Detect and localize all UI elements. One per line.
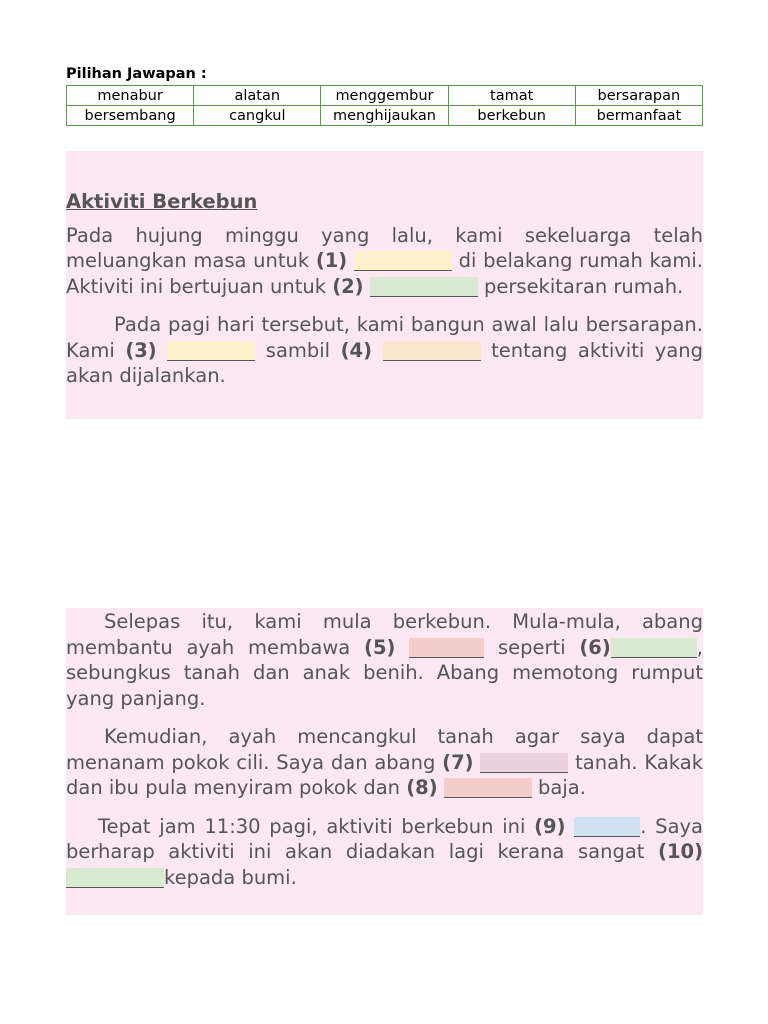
answer-blank-7[interactable] — [480, 753, 568, 773]
choice-cell: bersarapan — [575, 86, 702, 106]
answer-blank-8[interactable] — [444, 778, 532, 798]
choice-cell: bermanfaat — [575, 106, 702, 126]
passage-title: Aktiviti Berkebun — [66, 190, 258, 213]
answer-blank-5[interactable] — [409, 638, 484, 658]
paragraph-5: Tepat jam 11:30 pagi, aktiviti berkebun ini (9) . Saya berharap aktiviti ini akan diadakan lagi kerana sangat (10) kepada bumi. — [66, 814, 704, 889]
answer-blank-1[interactable] — [354, 251, 452, 271]
answer-blank-6[interactable] — [611, 638, 697, 658]
paragraph-4: Kemudian, ayah mencangkul tanah agar saya dapat menanam pokok cili. Saya dan abang (7) tanah. Kakak dan ibu pula menyiram pokok dan (8) baja. — [66, 725, 703, 799]
blank-number-1: (1) — [315, 249, 348, 272]
passage-block-top — [66, 151, 703, 419]
answer-blank-4[interactable] — [383, 341, 481, 361]
choice-cell: bersembang — [67, 106, 194, 126]
blank-number-7: (7) — [442, 750, 474, 774]
blank-number-6: (6) — [579, 635, 611, 659]
answer-blank-10[interactable] — [66, 868, 164, 888]
paragraph-2: Pada pagi hari tersebut, kami bangun awal lalu bersarapan. Kami (3) sambil (4) tentang aktiviti yang akan dijalankan. — [66, 313, 704, 387]
blank-number-3: (3) — [125, 338, 157, 362]
choice-cell: cangkul — [194, 106, 321, 126]
blank-number-4: (4) — [340, 338, 373, 362]
blank-number-2: (2) — [332, 274, 364, 298]
answer-blank-3[interactable] — [167, 341, 255, 361]
table-row — [67, 86, 703, 106]
blank-number-5: (5) — [364, 635, 396, 659]
paragraph-3: Selepas itu, kami mula berkebun. Mula-mula, abang membantu ayah membawa (5) seperti (6) , sebungkus tanah dan anak benih. Abang memotong rumput yang panjang. — [66, 610, 703, 710]
passage-block-bottom — [66, 608, 703, 915]
choice-cell: tamat — [448, 86, 575, 106]
answer-choices-heading: Pilihan Jawapan : — [66, 66, 207, 82]
blank-number-8: (8) — [406, 776, 438, 799]
choice-cell: menabur — [67, 86, 194, 106]
paragraph-1: Pada hujung minggu yang lalu, kami sekeluarga telah meluangkan masa untuk (1) di belakang rumah kami. Aktiviti ini bertujuan untuk (2) persekitaran rumah. — [66, 223, 703, 298]
choice-cell: berkebun — [448, 106, 575, 126]
choice-cell: alatan — [194, 86, 321, 106]
table-row — [67, 106, 703, 126]
blank-number-9: (9) — [534, 814, 566, 838]
choice-cell: menghijaukan — [321, 106, 448, 126]
answer-blank-2[interactable] — [370, 277, 478, 297]
answer-blank-9[interactable] — [574, 817, 640, 837]
answer-choices-table — [66, 85, 703, 126]
choice-cell: menggembur — [321, 86, 448, 106]
blank-number-10: (10) — [658, 840, 703, 863]
